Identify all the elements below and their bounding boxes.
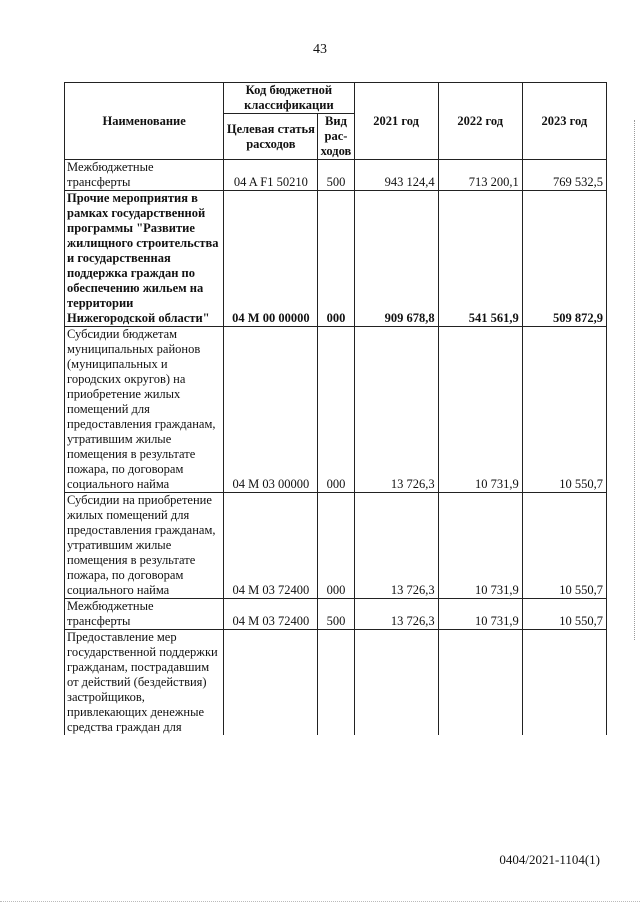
document-code: 0404/2021-1104(1) (499, 852, 600, 867)
row-target-article: 04 М 00 00000 (224, 191, 318, 327)
header-budget-code: Код бюджетной классификации (224, 83, 354, 114)
scan-edge-marks (634, 120, 638, 640)
row-value-2021: 909 678,8 (354, 191, 438, 327)
row-value-2021: 13 726,3 (354, 327, 438, 493)
row-name: Предоставление мер государственной поддержки гражданам, пострадавшим от действий (бездействия) застройщиков, привлекающих денежные средства граждан для (65, 630, 224, 736)
row-target-article: 04 М 03 00000 (224, 327, 318, 493)
row-target-article (224, 630, 318, 736)
header-name: Наименование (65, 83, 224, 160)
row-value-2022: 10 731,9 (438, 327, 522, 493)
row-value-2021: 943 124,4 (354, 160, 438, 191)
row-value-2023: 769 532,5 (522, 160, 606, 191)
page-number: 43 (313, 42, 327, 57)
row-expense-type (318, 630, 354, 736)
row-value-2021 (354, 630, 438, 736)
row-expense-type: 500 (318, 160, 354, 191)
row-value-2023: 10 550,7 (522, 493, 606, 599)
row-value-2022: 541 561,9 (438, 191, 522, 327)
header-year-2021: 2021 год (354, 83, 438, 160)
row-value-2021: 13 726,3 (354, 599, 438, 630)
header-year-2022: 2022 год (438, 83, 522, 160)
row-name: Межбюджетные трансферты (65, 599, 224, 630)
row-target-article: 04 М 03 72400 (224, 493, 318, 599)
row-value-2022: 713 200,1 (438, 160, 522, 191)
row-target-article: 04 М 03 72400 (224, 599, 318, 630)
row-value-2023: 10 550,7 (522, 599, 606, 630)
row-value-2022 (438, 630, 522, 736)
row-value-2021: 13 726,3 (354, 493, 438, 599)
row-value-2022: 10 731,9 (438, 493, 522, 599)
table-row (65, 493, 607, 599)
row-expense-type: 000 (318, 493, 354, 599)
row-value-2022: 10 731,9 (438, 599, 522, 630)
table-row (65, 630, 607, 736)
row-target-article: 04 A F1 50210 (224, 160, 318, 191)
row-value-2023: 509 872,9 (522, 191, 606, 327)
row-value-2023 (522, 630, 606, 736)
row-name: Субсидии бюджетам муниципальных районов (муниципальных и городских округов) на приобретение жилых помещений для предоставления гражданам, утратившим жилые помещения в результате пожара, по договорам социального найма (65, 327, 224, 493)
table-row (65, 191, 607, 327)
scan-bottom-edge (0, 901, 640, 902)
row-expense-type: 500 (318, 599, 354, 630)
row-name: Межбюджетные трансферты (65, 160, 224, 191)
table-row (65, 160, 607, 191)
row-name: Субсидии на приобретение жилых помещений для предоставления гражданам, утратившим жилые помещения в результате пожара, по договорам социального найма (65, 493, 224, 599)
budget-table (64, 82, 607, 735)
row-expense-type: 000 (318, 191, 354, 327)
row-expense-type: 000 (318, 327, 354, 493)
table-row (65, 327, 607, 493)
header-year-2023: 2023 год (522, 83, 606, 160)
row-value-2023: 10 550,7 (522, 327, 606, 493)
table-row (65, 599, 607, 630)
row-name: Прочие мероприятия в рамках государственной программы "Развитие жилищного строительства и государственная поддержка граждан по обеспечению жильем на территории Нижегородской области" (65, 191, 224, 327)
header-target-article: Целевая статья расходов (224, 114, 318, 160)
header-expense-type: Вид рас-ходов (318, 114, 354, 160)
